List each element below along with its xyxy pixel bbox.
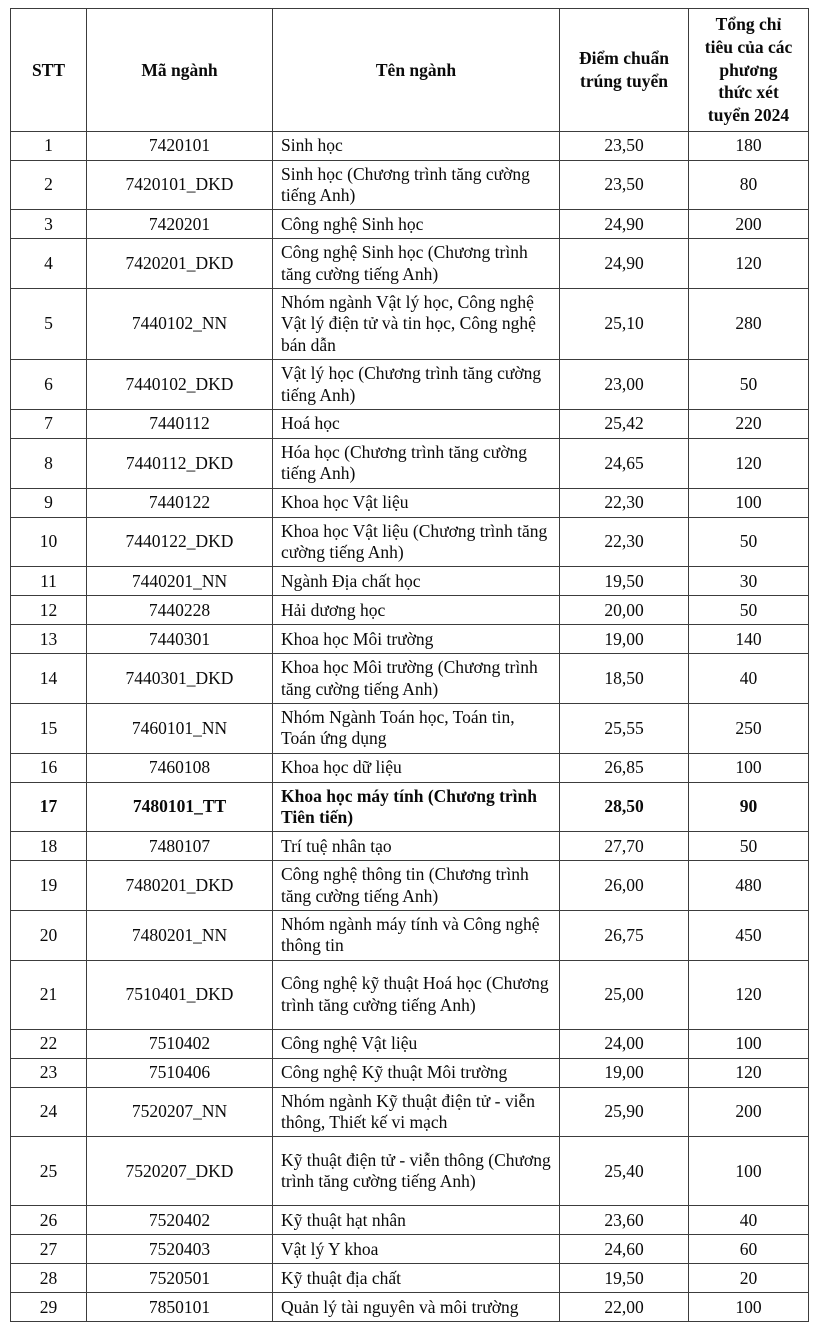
cell-diem-chuan: 23,00 [560, 360, 689, 410]
cell-stt: 5 [11, 289, 87, 360]
table-row [11, 438, 809, 488]
cell-chi-tieu: 100 [689, 1137, 809, 1206]
table-row [11, 1087, 809, 1137]
cell-diem-chuan: 27,70 [560, 832, 689, 861]
cell-ten-nganh: Công nghệ kỹ thuật Hoá học (Chương trình tăng cường tiếng Anh) [273, 960, 560, 1029]
table-row [11, 488, 809, 517]
cell-diem-chuan: 25,10 [560, 289, 689, 360]
cell-chi-tieu: 120 [689, 1058, 809, 1087]
cell-ten-nganh: Ngành Địa chất học [273, 567, 560, 596]
cell-ma-nganh: 7440102_NN [87, 289, 273, 360]
cell-chi-tieu: 120 [689, 239, 809, 289]
cell-ten-nganh: Kỹ thuật địa chất [273, 1264, 560, 1293]
cell-ten-nganh: Nhóm ngành Vật lý học, Công nghệ Vật lý điện tử và tin học, Công nghệ bán dẫn [273, 289, 560, 360]
table-row [11, 1293, 809, 1322]
table-row [11, 960, 809, 1029]
cell-chi-tieu: 180 [689, 131, 809, 160]
cell-ma-nganh: 7440201_NN [87, 567, 273, 596]
cell-ma-nganh: 7420201 [87, 210, 273, 239]
cell-stt: 10 [11, 517, 87, 567]
cell-diem-chuan: 22,30 [560, 517, 689, 567]
cell-ma-nganh: 7520501 [87, 1264, 273, 1293]
cell-diem-chuan: 25,42 [560, 409, 689, 438]
cell-chi-tieu: 140 [689, 625, 809, 654]
cell-diem-chuan: 19,50 [560, 567, 689, 596]
admission-score-table [10, 8, 809, 1322]
cell-stt: 29 [11, 1293, 87, 1322]
cell-diem-chuan: 24,65 [560, 438, 689, 488]
cell-chi-tieu: 120 [689, 438, 809, 488]
cell-stt: 16 [11, 753, 87, 782]
table-row [11, 1029, 809, 1058]
table-row [11, 210, 809, 239]
cell-diem-chuan: 24,60 [560, 1235, 689, 1264]
cell-ma-nganh: 7440122_DKD [87, 517, 273, 567]
cell-stt: 23 [11, 1058, 87, 1087]
table-row [11, 1264, 809, 1293]
cell-chi-tieu: 200 [689, 210, 809, 239]
cell-ten-nganh: Quản lý tài nguyên và môi trường [273, 1293, 560, 1322]
cell-stt: 11 [11, 567, 87, 596]
cell-diem-chuan: 23,50 [560, 160, 689, 210]
cell-chi-tieu: 480 [689, 861, 809, 911]
cell-chi-tieu: 50 [689, 517, 809, 567]
table-row [11, 861, 809, 911]
column-header-ten-nganh: Tên ngành [273, 9, 560, 132]
cell-ma-nganh: 7440301_DKD [87, 654, 273, 704]
cell-ma-nganh: 7440228 [87, 596, 273, 625]
cell-diem-chuan: 23,60 [560, 1206, 689, 1235]
table-row [11, 596, 809, 625]
table-header-row [11, 9, 809, 132]
cell-ma-nganh: 7420101_DKD [87, 160, 273, 210]
cell-ten-nganh: Công nghệ thông tin (Chương trình tăng cường tiếng Anh) [273, 861, 560, 911]
cell-chi-tieu: 100 [689, 488, 809, 517]
cell-ten-nganh: Công nghệ Vật liệu [273, 1029, 560, 1058]
cell-diem-chuan: 19,00 [560, 1058, 689, 1087]
table-row [11, 1235, 809, 1264]
cell-ten-nganh: Nhóm ngành máy tính và Công nghệ thông tin [273, 910, 560, 960]
cell-diem-chuan: 23,50 [560, 131, 689, 160]
cell-ten-nganh: Công nghệ Sinh học (Chương trình tăng cường tiếng Anh) [273, 239, 560, 289]
cell-ma-nganh: 7520402 [87, 1206, 273, 1235]
cell-chi-tieu: 100 [689, 753, 809, 782]
cell-ten-nganh: Công nghệ Kỹ thuật Môi trường [273, 1058, 560, 1087]
cell-diem-chuan: 26,00 [560, 861, 689, 911]
cell-ma-nganh: 7460101_NN [87, 703, 273, 753]
cell-ten-nganh: Hoá học [273, 409, 560, 438]
cell-ten-nganh: Khoa học máy tính (Chương trình Tiên tiến) [273, 782, 560, 832]
cell-ten-nganh: Hải dương học [273, 596, 560, 625]
table-row [11, 239, 809, 289]
cell-stt: 13 [11, 625, 87, 654]
table-row [11, 654, 809, 704]
cell-diem-chuan: 20,00 [560, 596, 689, 625]
cell-diem-chuan: 25,40 [560, 1137, 689, 1206]
cell-diem-chuan: 22,00 [560, 1293, 689, 1322]
cell-stt: 26 [11, 1206, 87, 1235]
cell-ma-nganh: 7510406 [87, 1058, 273, 1087]
column-header-ma-nganh: Mã ngành [87, 9, 273, 132]
cell-stt: 12 [11, 596, 87, 625]
cell-ma-nganh: 7520403 [87, 1235, 273, 1264]
cell-ma-nganh: 7460108 [87, 753, 273, 782]
table-header [11, 9, 809, 132]
cell-ma-nganh: 7440102_DKD [87, 360, 273, 410]
table-row [11, 517, 809, 567]
column-header-diem-chuan: Điểm chuẩn trúng tuyển [560, 9, 689, 132]
table-row [11, 910, 809, 960]
table-body [11, 131, 809, 1322]
cell-stt: 2 [11, 160, 87, 210]
cell-diem-chuan: 28,50 [560, 782, 689, 832]
table-row [11, 409, 809, 438]
cell-ten-nganh: Công nghệ Sinh học [273, 210, 560, 239]
table-row [11, 160, 809, 210]
cell-stt: 3 [11, 210, 87, 239]
cell-chi-tieu: 50 [689, 832, 809, 861]
cell-chi-tieu: 80 [689, 160, 809, 210]
cell-diem-chuan: 24,90 [560, 210, 689, 239]
cell-diem-chuan: 24,90 [560, 239, 689, 289]
cell-stt: 24 [11, 1087, 87, 1137]
cell-diem-chuan: 25,00 [560, 960, 689, 1029]
cell-diem-chuan: 24,00 [560, 1029, 689, 1058]
cell-ten-nganh: Khoa học Môi trường (Chương trình tăng cường tiếng Anh) [273, 654, 560, 704]
cell-ten-nganh: Kỹ thuật hạt nhân [273, 1206, 560, 1235]
cell-ten-nganh: Kỹ thuật điện tử - viễn thông (Chương trình tăng cường tiếng Anh) [273, 1137, 560, 1206]
cell-chi-tieu: 40 [689, 654, 809, 704]
cell-ten-nganh: Khoa học Vật liệu (Chương trình tăng cường tiếng Anh) [273, 517, 560, 567]
table-row [11, 782, 809, 832]
cell-diem-chuan: 25,90 [560, 1087, 689, 1137]
cell-chi-tieu: 120 [689, 960, 809, 1029]
cell-stt: 1 [11, 131, 87, 160]
cell-diem-chuan: 26,85 [560, 753, 689, 782]
table-row [11, 131, 809, 160]
cell-stt: 27 [11, 1235, 87, 1264]
cell-ten-nganh: Khoa học dữ liệu [273, 753, 560, 782]
cell-ma-nganh: 7440112 [87, 409, 273, 438]
cell-stt: 7 [11, 409, 87, 438]
cell-chi-tieu: 100 [689, 1029, 809, 1058]
cell-stt: 25 [11, 1137, 87, 1206]
cell-stt: 8 [11, 438, 87, 488]
cell-chi-tieu: 60 [689, 1235, 809, 1264]
cell-ten-nganh: Trí tuệ nhân tạo [273, 832, 560, 861]
cell-stt: 6 [11, 360, 87, 410]
cell-chi-tieu: 20 [689, 1264, 809, 1293]
cell-chi-tieu: 200 [689, 1087, 809, 1137]
table-row [11, 832, 809, 861]
cell-ma-nganh: 7480201_DKD [87, 861, 273, 911]
cell-diem-chuan: 19,50 [560, 1264, 689, 1293]
cell-ten-nganh: Khoa học Môi trường [273, 625, 560, 654]
table-row [11, 703, 809, 753]
table-row [11, 1206, 809, 1235]
cell-chi-tieu: 90 [689, 782, 809, 832]
cell-stt: 20 [11, 910, 87, 960]
cell-chi-tieu: 40 [689, 1206, 809, 1235]
cell-ma-nganh: 7480201_NN [87, 910, 273, 960]
cell-ten-nganh: Vật lý Y khoa [273, 1235, 560, 1264]
cell-chi-tieu: 50 [689, 360, 809, 410]
cell-stt: 28 [11, 1264, 87, 1293]
cell-diem-chuan: 19,00 [560, 625, 689, 654]
cell-chi-tieu: 250 [689, 703, 809, 753]
cell-diem-chuan: 22,30 [560, 488, 689, 517]
cell-stt: 21 [11, 960, 87, 1029]
cell-ma-nganh: 7420101 [87, 131, 273, 160]
cell-chi-tieu: 280 [689, 289, 809, 360]
table-row [11, 567, 809, 596]
cell-stt: 19 [11, 861, 87, 911]
table-row [11, 753, 809, 782]
cell-diem-chuan: 18,50 [560, 654, 689, 704]
cell-ma-nganh: 7480101_TT [87, 782, 273, 832]
cell-chi-tieu: 100 [689, 1293, 809, 1322]
cell-ma-nganh: 7510402 [87, 1029, 273, 1058]
column-header-stt: STT [11, 9, 87, 132]
table-row [11, 289, 809, 360]
cell-ten-nganh: Vật lý học (Chương trình tăng cường tiếng Anh) [273, 360, 560, 410]
cell-ten-nganh: Hóa học (Chương trình tăng cường tiếng Anh) [273, 438, 560, 488]
cell-stt: 4 [11, 239, 87, 289]
cell-diem-chuan: 25,55 [560, 703, 689, 753]
column-header-chi-tieu: Tổng chỉ tiêu của các phương thức xét tuyển 2024 [689, 9, 809, 132]
cell-stt: 15 [11, 703, 87, 753]
table-row [11, 625, 809, 654]
table-row [11, 1137, 809, 1206]
cell-ma-nganh: 7420201_DKD [87, 239, 273, 289]
cell-ten-nganh: Nhóm Ngành Toán học, Toán tin, Toán ứng dụng [273, 703, 560, 753]
cell-ten-nganh: Sinh học (Chương trình tăng cường tiếng Anh) [273, 160, 560, 210]
cell-chi-tieu: 450 [689, 910, 809, 960]
cell-ma-nganh: 7510401_DKD [87, 960, 273, 1029]
cell-ma-nganh: 7850101 [87, 1293, 273, 1322]
cell-ten-nganh: Nhóm ngành Kỹ thuật điện tử - viễn thông, Thiết kế vi mạch [273, 1087, 560, 1137]
cell-ten-nganh: Khoa học Vật liệu [273, 488, 560, 517]
cell-stt: 22 [11, 1029, 87, 1058]
cell-ten-nganh: Sinh học [273, 131, 560, 160]
cell-ma-nganh: 7520207_NN [87, 1087, 273, 1137]
cell-chi-tieu: 50 [689, 596, 809, 625]
cell-chi-tieu: 220 [689, 409, 809, 438]
cell-ma-nganh: 7480107 [87, 832, 273, 861]
table-row [11, 1058, 809, 1087]
cell-ma-nganh: 7440122 [87, 488, 273, 517]
cell-ma-nganh: 7440112_DKD [87, 438, 273, 488]
cell-diem-chuan: 26,75 [560, 910, 689, 960]
cell-stt: 14 [11, 654, 87, 704]
cell-ma-nganh: 7520207_DKD [87, 1137, 273, 1206]
table-row [11, 360, 809, 410]
cell-chi-tieu: 30 [689, 567, 809, 596]
cell-stt: 17 [11, 782, 87, 832]
cell-ma-nganh: 7440301 [87, 625, 273, 654]
cell-stt: 9 [11, 488, 87, 517]
cell-stt: 18 [11, 832, 87, 861]
